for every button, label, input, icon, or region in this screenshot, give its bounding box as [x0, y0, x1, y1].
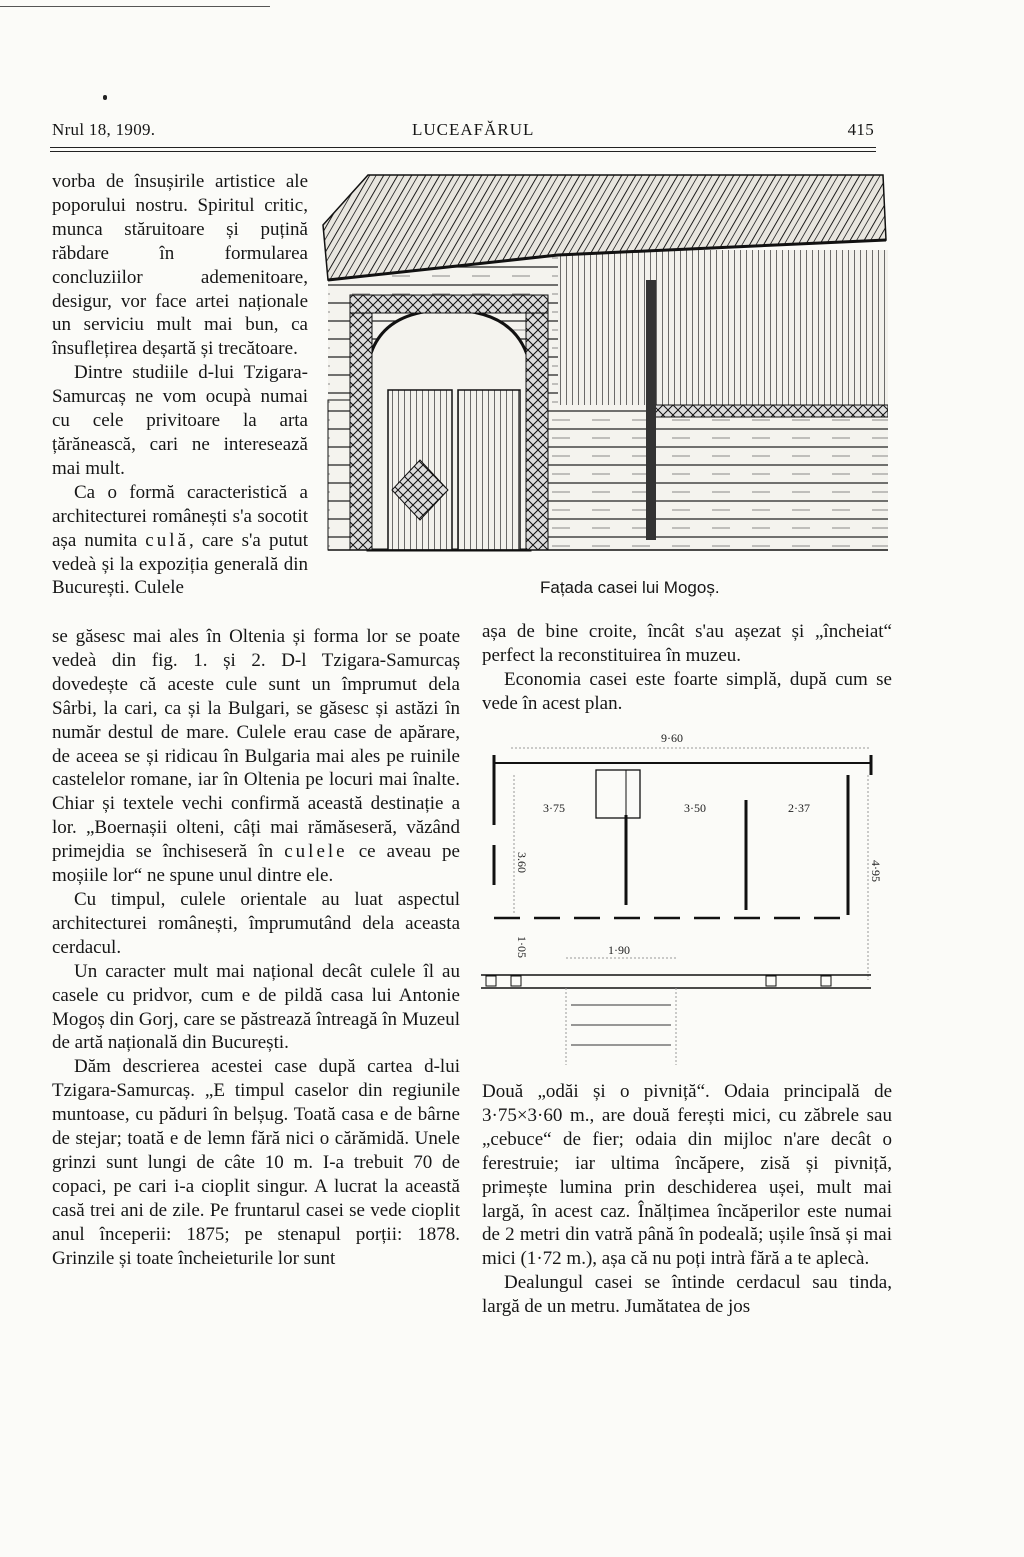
- porch-wall: [558, 250, 888, 405]
- issue-number: Nrul 18, 1909.: [52, 120, 156, 139]
- plan-dimension-steps: 1·90: [608, 943, 630, 957]
- paragraph: așa de bine croite, încât s'au așezat și „încheiat“ perfect la reconstituirea în muzeu.: [482, 621, 892, 666]
- plan-post: [486, 976, 496, 986]
- paragraph: Dăm descrierea acestei case după cartea d-lui Tzigara-Samurcaș. „E timpul caselor din regiunile muntoase, cu păduri în belșug. Toată casa e de bârne de stejar; toată e de lemn fără nici o cărămidă. Unele grinzi sunt lungi de câte 10 m. I-a trebuit 70 de copaci, pe cari i-a cioplit singur. A lucrat la această casă trei ani de zile. Pe fruntarul casei se vede cioplit anul începerii: 1875; pe stenapul porții: 1878. Grinzile și toate încheieturile lor sunt: [52, 1056, 460, 1269]
- gate-pillar-right: [526, 310, 548, 550]
- spaced-word: culă: [145, 529, 189, 551]
- gate-pillar-left: [350, 310, 372, 550]
- header-rule-bottom: [50, 151, 876, 152]
- plan-dimension-room2: 3·50: [684, 801, 706, 815]
- right-column-top: [482, 620, 892, 716]
- paragraph: Economia casei este foarte simplă, după cum se vede în acest plan.: [482, 668, 892, 714]
- house-facade-illustration: [308, 160, 888, 560]
- house-floor-plan: [476, 730, 891, 1075]
- plan-dimension-total-depth: 4·95: [869, 860, 883, 882]
- page-number: 415: [847, 120, 874, 139]
- figure-caption: Fațada casei lui Mogoș.: [540, 578, 720, 597]
- left-column-bottom: [52, 625, 460, 1270]
- journal-title: LUCEAFĂRUL: [412, 120, 535, 139]
- plan-hearth: [596, 770, 640, 818]
- header-rule-top: [50, 147, 876, 148]
- plan-dimension-porch: 1·05: [515, 936, 529, 958]
- top-edge-rule: [0, 6, 270, 7]
- paragraph: [52, 481, 308, 601]
- text-run: se găsesc mai ales în Oltenia și forma lor se poate vedeà din fig. 1. și 2. D-l Tzigara-Samurcaș dovedește că aceste cule sunt un împrumut dela Sârbi, la cari, ca și la Bulgari, se găsesc și astăzi în număr destul de mare. Culele erau case de apărare, de aceea se și ridicau în Bulgaria mai ales pe ruinile castelelor romane, iar în Oltenia pe locuri mai înalte. Chiar și textele vechi confirmă această destinație a lor. „Boernașii olteni, câți mai rămăseseră, văzând primejdia se închiseseră în: [52, 626, 460, 863]
- plan-dimension-depth: 3.60: [515, 852, 529, 873]
- paragraph: Două „odăi și o pivniță“. Odaia principală de 3·75×3·60 m., are două ferești mici, cu zăbrele sau „cebuce“ de fier; odaia din mijloc n'are decât o ferestruie; iar ultima încăpere, zisă și pivniță, primește lumina prin deschiderea ușei, mult mai largă, în acest caz. Înălțimea încăperilor este numai de 2 metri din vatră până în podeală; ușile însă și mai mici (1·72 m.), așa că nu poți intrà fără a te aplecà.: [482, 1081, 892, 1270]
- left-column-top: [52, 170, 308, 600]
- right-column-bottom: [482, 1080, 892, 1319]
- paragraph: Cu timpul, culele orientale au luat aspectul architecturei românești, împrumutând dela aceasta cerdacul.: [52, 888, 460, 958]
- text-run: Ca o formă caracteristică a architecturei românești s'a socotit așa numita: [52, 481, 308, 551]
- paragraph: [52, 625, 460, 888]
- plan-dimension-width: 9·60: [661, 731, 683, 745]
- ink-speck: [103, 95, 107, 100]
- paragraph: Dealungul casei se întinde cerdacul sau tinda, largă de un metru. Jumătatea de jos: [482, 1272, 892, 1318]
- plan-dimension-room3: 2·37: [788, 801, 810, 815]
- porch-railing: [648, 405, 888, 417]
- paragraph: vorba de însușirile artistice ale poporului nostru. Spiritul critic, munca stăruitoare și puțină răbdare în formularea concluziilor ademenitoare, desigur, vor face artei naționale un serviciu mult mai bun, ca însuflețirea deșartă și trecătoare.: [52, 171, 308, 360]
- paragraph: Un caracter mult mai național decât culele îl au casele cu pridvor, cum e de pildă casa lui Antonie Mogoș din Gorj, care se păstrează întreagă în Muzeul de artă națională din București.: [52, 960, 460, 1054]
- text-run: ce aveau pe moșiile lor“ ne spune unul dintre ele.: [52, 841, 460, 887]
- running-header: [52, 120, 878, 146]
- plan-dimension-room1: 3·75: [543, 801, 565, 815]
- text-run: , care s'a putut vedeà și la expoziția generală din București. Culele: [52, 529, 308, 599]
- paragraph: Dintre studiile d-lui Tzigara-Samurcaș ne vom ocupà numai cu cele privitoare la arta țărănească, cari ne interesează mai mult.: [52, 362, 308, 479]
- porch-post: [646, 280, 656, 540]
- spaced-word: culele: [284, 841, 348, 863]
